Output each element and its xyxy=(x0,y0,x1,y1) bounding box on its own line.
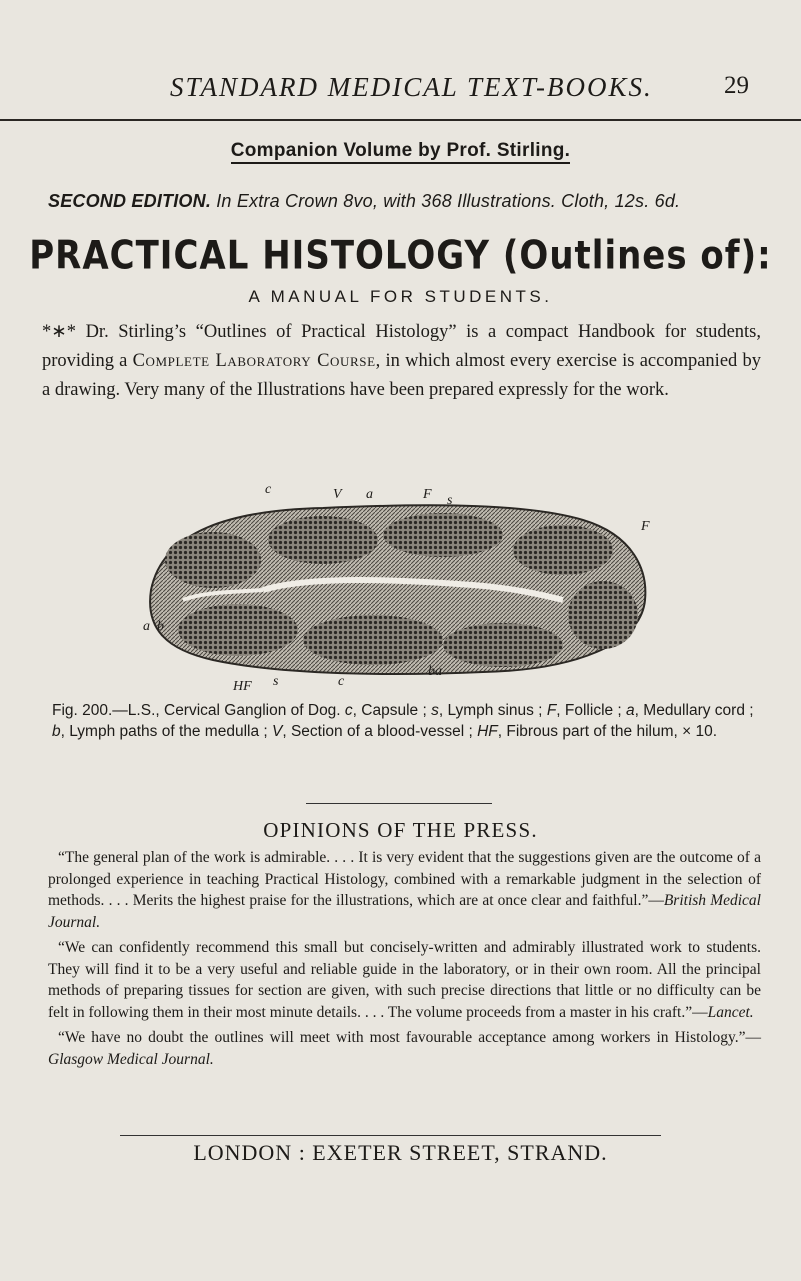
intro-paragraph xyxy=(42,318,761,405)
press-quote xyxy=(48,847,761,933)
quote-source: Lancet. xyxy=(707,1003,754,1021)
histology-figure xyxy=(143,480,653,692)
caption-key-s: s xyxy=(431,702,439,719)
figure-label-c-top: c xyxy=(265,482,272,497)
edition-details: In Extra Crown 8vo, with 368 Illustrations. Cloth, 12s. 6d. xyxy=(216,191,681,211)
book-title: PRACTICAL HISTOLOGY (Outlines of): xyxy=(29,233,772,279)
follicle-7 xyxy=(303,615,443,665)
page-header xyxy=(42,72,761,104)
companion-text: Companion Volume by Prof. Stirling. xyxy=(231,140,571,164)
figure-label-F-top: F xyxy=(423,487,432,502)
figure-label-b-left: b xyxy=(157,619,164,634)
asterism: *∗* xyxy=(42,322,77,342)
page-number: 29 xyxy=(724,72,749,99)
figure-label-a-top: a xyxy=(366,487,373,502)
follicle-2 xyxy=(268,516,378,564)
figure-label-s-bottom: s xyxy=(273,674,279,689)
figure-label-s-top: s xyxy=(447,493,453,508)
caption-text-1: , Capsule ; xyxy=(352,702,432,719)
caption-key-a: a xyxy=(626,702,635,719)
ganglion-illustration xyxy=(143,480,653,692)
book-subtitle: A MANUAL FOR STUDENTS. xyxy=(248,287,553,306)
follicle-6 xyxy=(178,604,298,656)
press-quotes xyxy=(48,847,761,1074)
footer-rule xyxy=(120,1135,661,1136)
follicle-3 xyxy=(383,513,503,557)
follicle-1 xyxy=(165,532,261,588)
intro-text-1: Dr. Stirling’s “Outlines of Practical Histology” is a compact Handbook for students, providing a xyxy=(42,322,761,371)
caption-text-6: , Section of a blood-vessel ; xyxy=(282,723,478,740)
quote-source: British Medical Journal. xyxy=(48,892,761,931)
figure-label-HF: HF xyxy=(233,679,252,692)
quote-text: “The general plan of the work is admirable. . . . It is very evident that the suggestions given are the outcome of a prolonged experience in teaching Practical Histology, combined with a remarkable judgment in the selection of methods. . . . Merits the highest praise for the illustrations, which are at once clear and faithful.”— xyxy=(48,849,761,909)
publisher-address: LONDON : EXETER STREET, STRAND. xyxy=(193,1140,608,1165)
caption-lead: Fig. 200.—L.S., Cervical Ganglion of Dog. xyxy=(52,702,345,719)
caption-text-2: , Lymph sinus ; xyxy=(438,702,547,719)
follicle-8 xyxy=(443,623,563,667)
figure-label-c-bottom: c xyxy=(338,674,345,689)
follicle-5 xyxy=(568,581,638,649)
quote-source: Glasgow Medical Journal. xyxy=(48,1050,214,1068)
figure-label-ba: ba xyxy=(428,664,442,679)
running-title: STANDARD MEDICAL TEXT-BOOKS. xyxy=(170,72,653,102)
intro-emphasis: Complete Laboratory Course xyxy=(132,351,376,371)
section-divider xyxy=(306,803,492,804)
press-quote xyxy=(48,1027,761,1070)
opinions-heading: OPINIONS OF THE PRESS. xyxy=(263,818,538,842)
caption-key-F: F xyxy=(546,702,557,719)
companion-volume-note xyxy=(0,140,801,162)
header-rule xyxy=(0,119,801,121)
follicle-4 xyxy=(513,525,613,575)
edition-line xyxy=(48,191,761,212)
caption-text-4: , Medullary cord ; xyxy=(634,702,754,719)
press-quote xyxy=(48,937,761,1023)
figure-label-F-right: F xyxy=(641,519,650,534)
caption-key-V: V xyxy=(272,723,283,740)
quote-text: “We can confidently recommend this small but concisely-written and admirably illustrated work to students. They will find it to be a very useful and reliable guide in the laboratory, or in their own room. All the principal methods of preparing tissues for section are given, with such precise directions that little or no difficulty can be felt in following them in their most minute details. . . . The volume proceeds from a master in his craft.”— xyxy=(48,939,761,1021)
figure-caption xyxy=(52,700,761,742)
figure-label-a-left: a xyxy=(143,619,150,634)
intro-text-2: , in which almost every exercise is accompanied by a drawing. Very many of the Illustrations have been prepared expressly for the work. xyxy=(42,351,761,400)
caption-text-5: , Lymph paths of the medulla ; xyxy=(60,723,273,740)
edition-label: SECOND EDITION. xyxy=(48,191,212,211)
caption-key-HF: HF xyxy=(477,723,498,740)
caption-text-7: , Fibrous part of the hilum, × 10. xyxy=(497,723,718,740)
figure-label-V: V xyxy=(333,487,342,502)
caption-key-c: c xyxy=(344,702,353,719)
caption-text-3: , Follicle ; xyxy=(556,702,627,719)
quote-text: “We have no doubt the outlines will meet with most favourable acceptance among workers in Histology.”— xyxy=(58,1029,761,1046)
caption-key-b: b xyxy=(52,723,61,740)
